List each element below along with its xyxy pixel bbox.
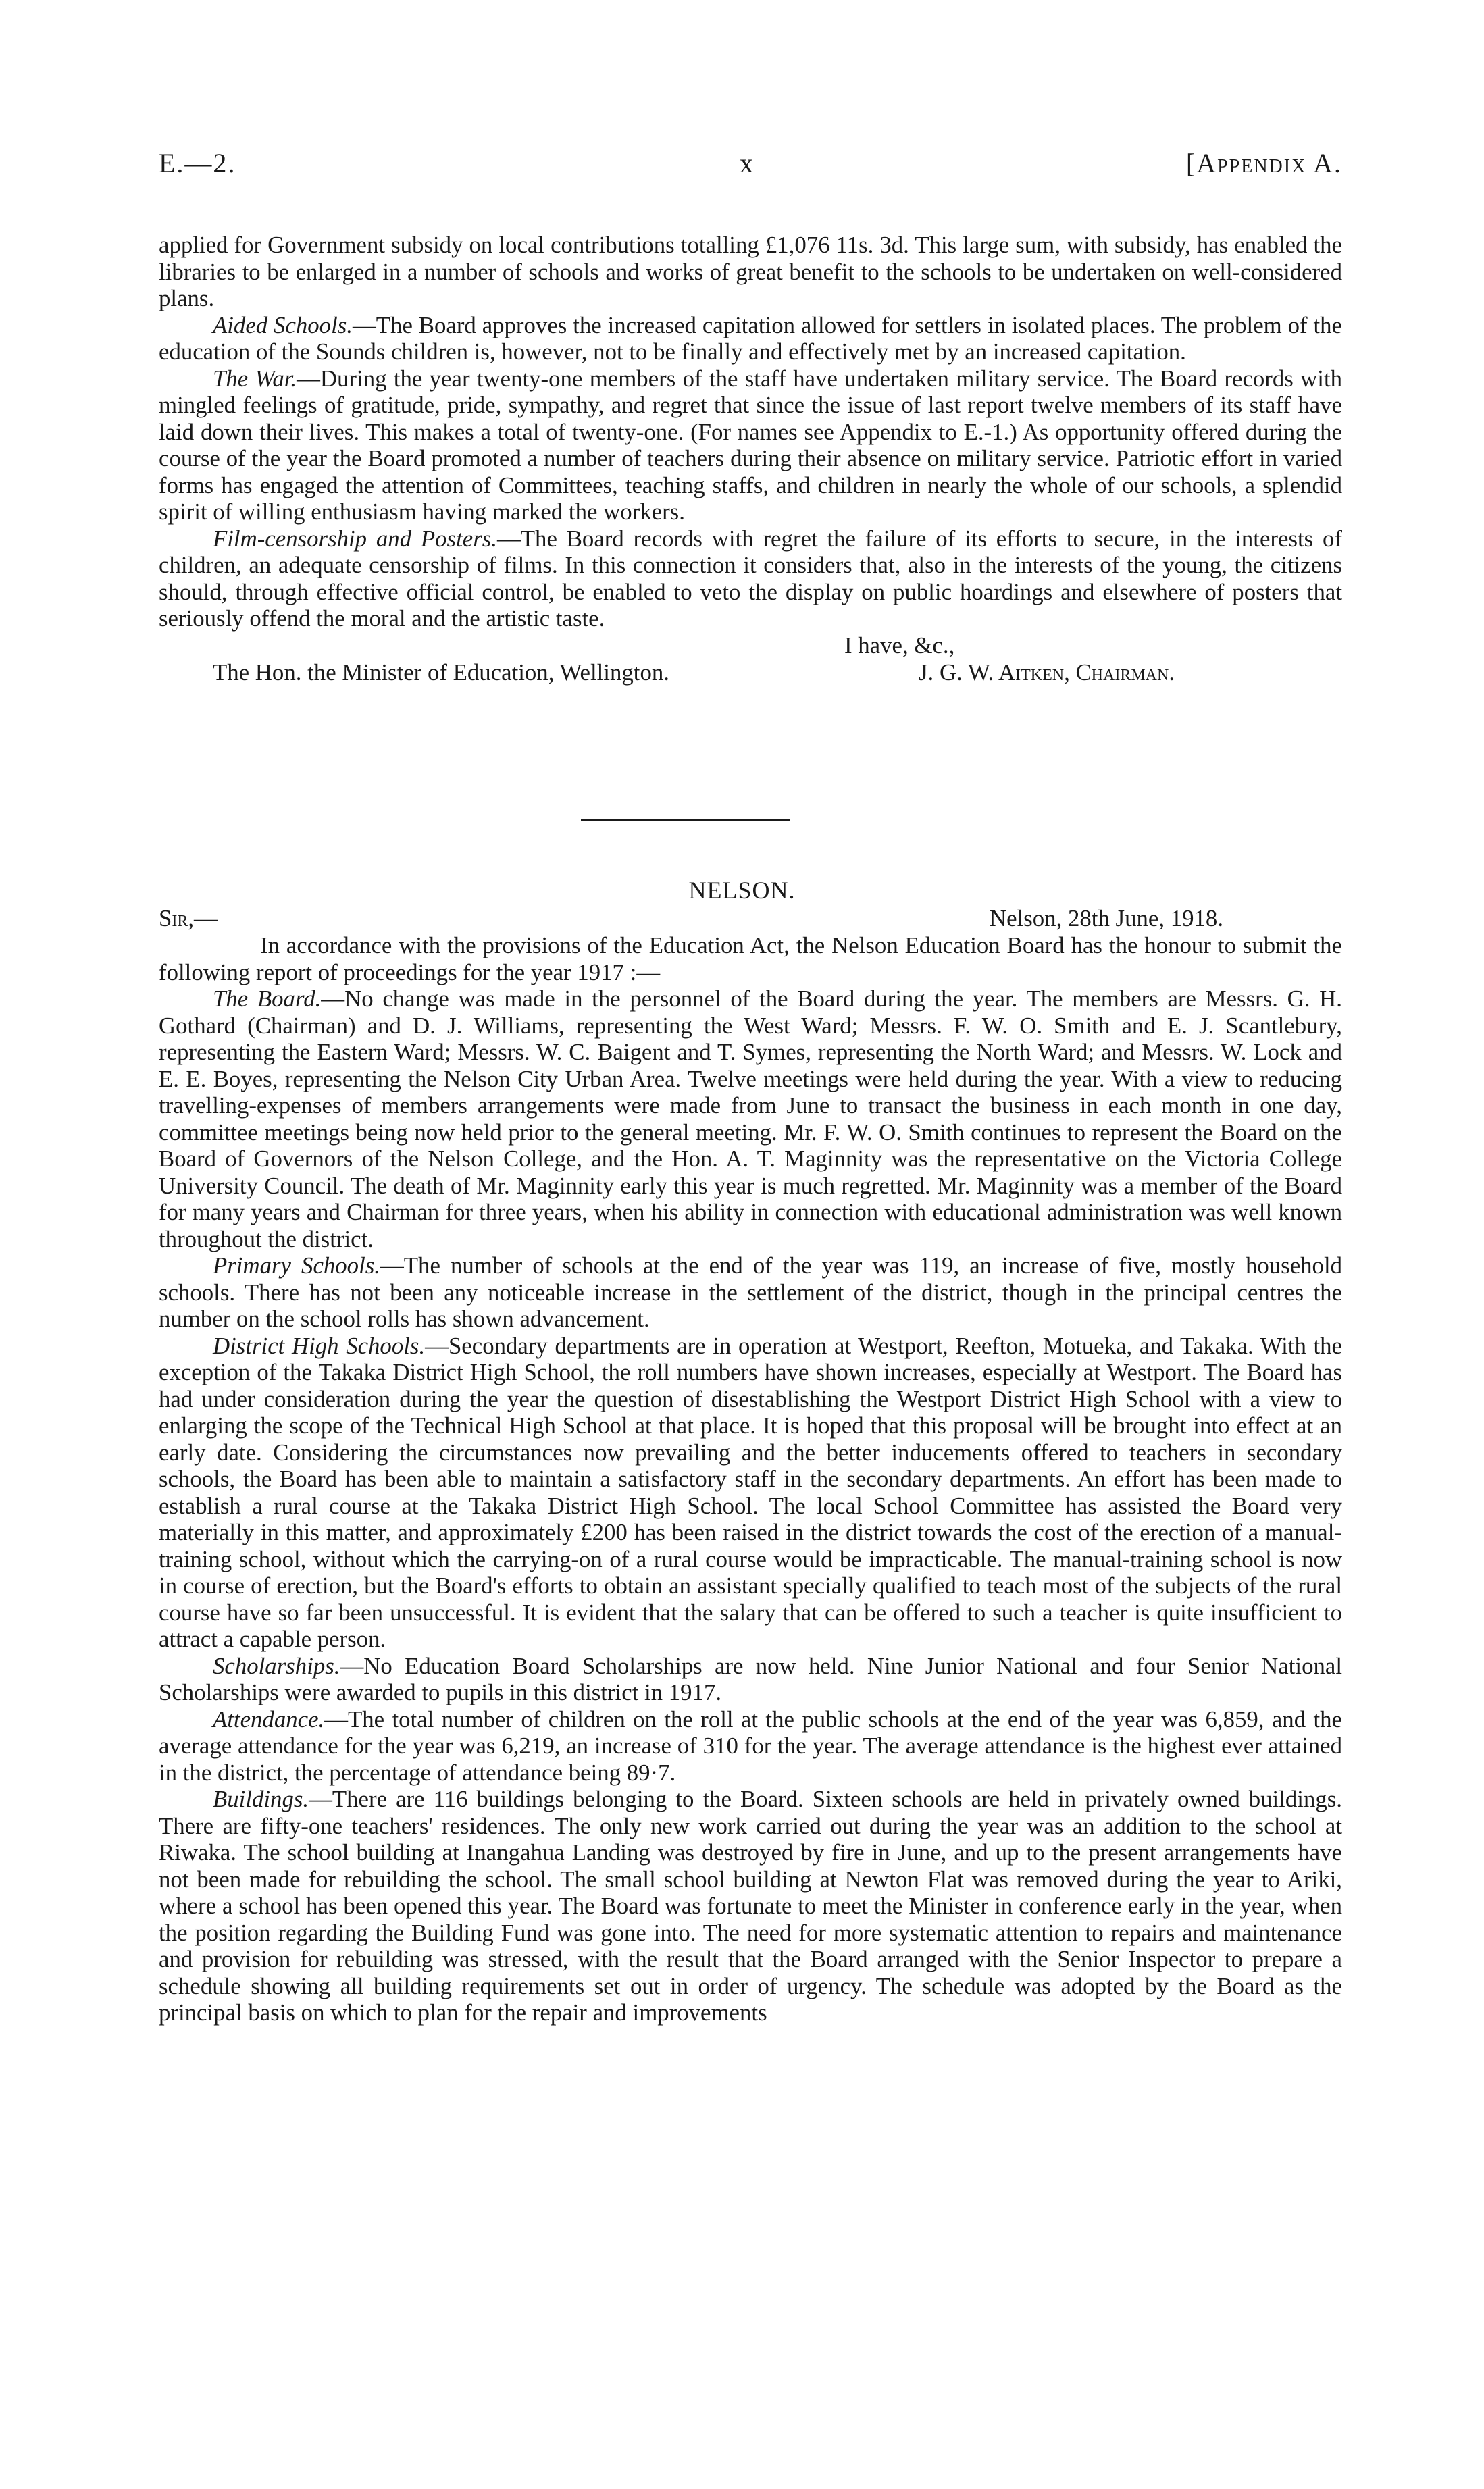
paragraph-the-war: [159, 365, 1342, 525]
section-divider: [581, 819, 790, 821]
salutation: Sir,—: [159, 905, 218, 931]
salutation-row: [159, 905, 1342, 932]
aitken-report-continued: [159, 232, 1342, 686]
paragraph-attendance: [159, 1706, 1342, 1787]
heading-primary-schools: Primary Schools.: [213, 1252, 380, 1279]
heading-attendance: Attendance.: [213, 1705, 325, 1733]
signature: J. G. W. Aitken, Chairman.: [919, 659, 1175, 686]
text-attendance: —The total number of children on the roll at the public schools at the end of the year was 6,859, and the average attendance for the year was 6,219, an increase of 310 for the year. The average attendance is the highest ever attained in the district, the percentage of attendance being 89·7.: [159, 1705, 1342, 1786]
heading-film-censorship: Film-censorship and Posters.: [213, 525, 497, 552]
header-page-number: x: [740, 148, 754, 178]
text-scholarships: —No Education Board Scholarships are now held. Nine Junior National and four Senior National Scholarships were awarded to pupils in this district in 1917.: [159, 1652, 1342, 1705]
text-the-war: —During the year twenty-one members of the staff have undertaken military service. The Board records with mingled feelings of gratitude, pride, sympathy, and regret that since the issue of last report twelve members of its staff have laid down their lives. This makes a total of twenty-one. (For names see Appendix to E.-1.) As opportunity offered during the course of the year the Board promoted a number of teachers during their absence on military service. Patriotic effort in varied forms has engaged the attention of Committees, teaching staffs, and children in nearly the whole of our schools, a splendid spirit of willing enthusiasm having marked the workers.: [159, 365, 1343, 525]
text-the-board: —No change was made in the personnel of the Board during the year. The members are Messrs. G. H. Gothard (Chairman) and D. J. Williams, representing the West Ward; Messrs. F. W. O. Smith and E. J. Scantlebury, representing the Eastern Ward; Messrs. W. C. Baigent and T. Symes, representing the North Ward; and Messrs. W. Lock and E. E. Boyes, representing the Nelson City Urban Area. Twelve meetings were held during the year. With a view to reducing travelling-expenses of members arrangements were made from June to transact the business in each month in one day, committee meetings being now held prior to the general meeting. Mr. F. W. O. Smith continues to represent the Board on the Board of Governors of the Nelson College, and the Hon. A. T. Maginnity was the representative on the Victoria College University Council. The death of Mr. Maginnity early this year is much regretted. Mr. Maginnity was a member of the Board for many years and Chairman for three years, when his ability in connection with educational administration was well known throughout the district.: [159, 985, 1342, 1252]
paragraph-intro: In accordance with the provisions of the Education Act, the Nelson Education Board has the honour to submit the following report of proceedings for the year 1917 :—: [159, 932, 1342, 985]
paragraph-district-high-schools: [159, 1333, 1342, 1653]
signature-row: [159, 659, 1342, 686]
heading-buildings: Buildings.: [213, 1786, 309, 1812]
addressee: The Hon. the Minister of Education, Wellington.: [213, 659, 669, 686]
nelson-report: [159, 905, 1342, 2026]
closing-row: [159, 632, 1342, 659]
heading-aided-schools: Aided Schools.: [213, 311, 353, 338]
paragraph-libraries: applied for Government subsidy on local contributions totalling £1,076 11s. 3d. This large sum, with subsidy, has enabled the libraries to be enlarged in a number of schools and works of great benefit to the schools to be undertaken on well-considered plans.: [159, 232, 1342, 311]
text-film-censorship: —The Board records with regret the failure of its efforts to secure, in the interests of children, an adequate censorship of films. In this connection it considers that, also in the interests of the young, the citizens should, through effective official control, be enabled to veto the display on public hoardings and elsewhere of posters that seriously offend the moral and the artistic taste.: [159, 525, 1342, 632]
header-reference: E.—2.: [159, 148, 236, 178]
closing-formula: I have, &c.,: [844, 632, 955, 659]
running-header: [159, 147, 1342, 188]
paragraph-buildings: [159, 1786, 1342, 2026]
heading-scholarships: Scholarships.: [213, 1652, 340, 1679]
heading-the-war: The War.: [213, 365, 297, 392]
header-appendix: [Appendix A.: [1185, 148, 1342, 178]
paragraph-primary-schools: [159, 1252, 1342, 1333]
heading-district-high-schools: District High Schools.: [213, 1332, 426, 1359]
text-district-high-schools: —Secondary departments are in operation at Westport, Reefton, Motueka, and Takaka. With the exception of the Takaka District High School, the roll numbers have shown increases, especially at Westport. The Board has had under consideration during the year the question of disestablishing the Westport District High School with a view to enlarging the scope of the Technical High School at that place. It is hoped that this proposal will be brought into effect at an early date. Considering the circumstances now prevailing and the better inducements offered to teachers in secondary schools, the Board has been able to maintain a satisfactory staff in the secondary departments. An effort has been made to establish a rural course at the Takaka District High School. The local School Committee has assisted the Board very materially in this matter, and approximately £200 has been raised in the district towards the cost of the erection of a manual-training school, without which the carrying-on of a rural course would be impracticable. The manual-training school is now in course of erection, but the Board's efforts to obtain an assistant specially qualified to teach most of the subjects of the rural course have so far been unsuccessful. It is evident that the salary that can be offered to such a teacher is quite insufficient to attract a capable person.: [159, 1332, 1342, 1652]
heading-the-board: The Board.: [213, 985, 322, 1012]
paragraph-the-board: [159, 985, 1342, 1252]
paragraph-film-censorship: [159, 525, 1342, 632]
paragraph-scholarships: [159, 1653, 1342, 1706]
text-aided-schools: —The Board approves the increased capitation allowed for settlers in isolated places. The problem of the education of the Sounds children is, however, not to be finally and effectively met by an increased capitation.: [159, 311, 1342, 365]
place-date: Nelson, 28th June, 1918.: [990, 905, 1224, 931]
text-primary-schools: —The number of schools at the end of the year was 119, an increase of five, mostly household schools. There has not been any noticeable increase in the settlement of the district, though in the principal centres the number on the school rolls has shown advancement.: [159, 1252, 1343, 1332]
paragraph-aided-schools: [159, 312, 1342, 365]
text-buildings: —There are 116 buildings belonging to the Board. Sixteen schools are held in privately owned buildings. There are fifty-one teachers' residences. The only new work carried out during the year was an addition to the school at Riwaka. The school building at Inangahua Landing was destroyed by fire in June, and up to the present arrangements have not been made for rebuilding the school. The small school building at Newton Flat was removed during the year to Ariki, where a school has been opened this year. The Board was fortunate to meet the Minister in conference early in the year, when the position regarding the Building Fund was gone into. The need for more systematic attention to repairs and maintenance and provision for rebuilding was stressed, with the result that the Board arranged with the Senior Inspector to prepare a schedule showing all building requirements set out in order of urgency. The schedule was adopted by the Board as the principal basis on which to plan for the repair and improvements: [159, 1786, 1342, 2026]
section-title-nelson: NELSON.: [688, 877, 796, 904]
